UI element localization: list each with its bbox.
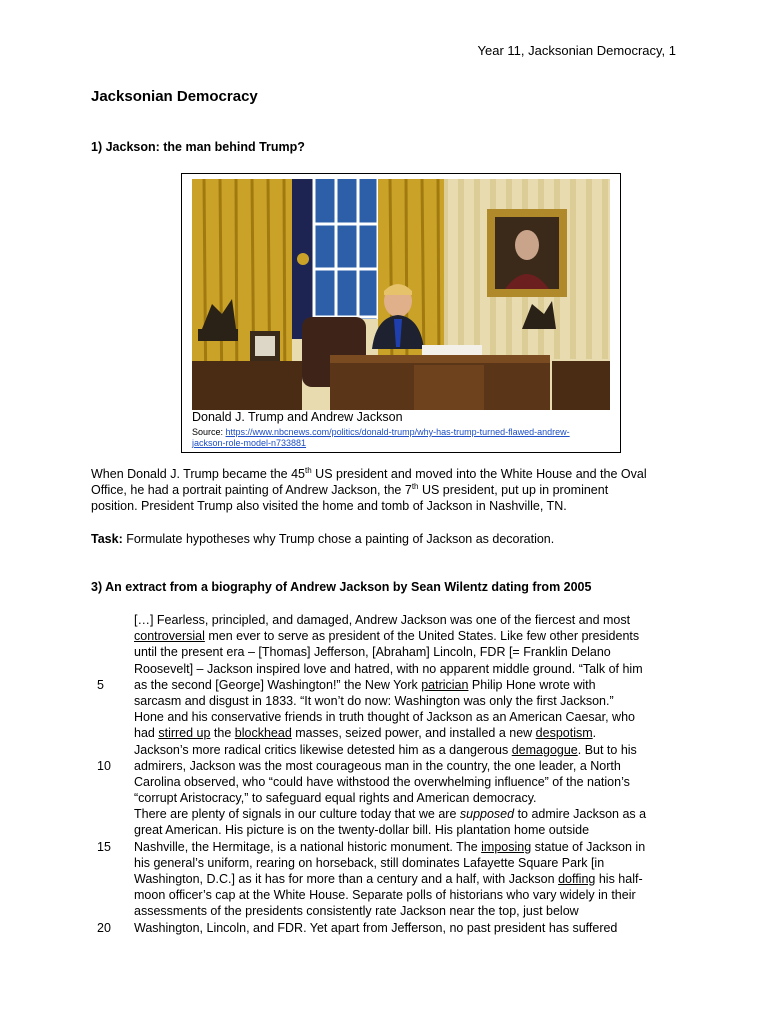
text-run: his general’s uniform, rearing on horseback, still dominates Lafayette Square Park [in [134, 855, 605, 870]
text-run: admirers, Jackson was the most courageous man in the country, the one leader, a North [134, 758, 621, 773]
underlined-term: doffing [558, 872, 596, 886]
oval-office-photo [192, 179, 610, 410]
extract-line [91, 822, 681, 838]
extract-line [91, 644, 681, 660]
extract-line [91, 742, 681, 758]
text-run: the [210, 726, 235, 741]
text-run: Roosevelt] – Jackson inspired love and hatred, with no apparent middle ground. “Talk of him [134, 661, 643, 676]
photo-caption: Donald J. Trump and Andrew Jackson [192, 410, 403, 424]
line-number: 10 [97, 758, 111, 773]
text-run: men ever to serve as president of the United States. Like few other presidents [204, 629, 640, 644]
source-link[interactable]: https://www.nbcnews.com/politics/donald-trump/why-has-trump-turned-flawed-andrew- [225, 427, 570, 437]
line-text [134, 661, 643, 677]
line-text [134, 903, 579, 919]
source-label: Source: [192, 427, 226, 437]
text-run: There are plenty of signals in our culture today that we are [134, 807, 460, 822]
photo-figure [181, 173, 621, 453]
intro-paragraph [91, 466, 691, 514]
text-run: “corrupt Aristocracy,” to safeguard equal rights and American democracy. [134, 791, 537, 806]
text-run: moon officer’s cap at the White House. Separate polls of historians who vary widely in their [134, 888, 636, 903]
extract-line [91, 903, 681, 919]
intro-text-5: position. President Trump also visited the home and tomb of Jackson in Nashville, TN. [91, 499, 567, 513]
underlined-term: despotism [535, 726, 593, 741]
running-head: Year 11, Jacksonian Democracy, 1 [477, 43, 676, 58]
intro-text-2: US president and moved into the White House and the Oval [311, 467, 647, 481]
text-run: sarcasm and disgust in 1833. “It won’t do now: Washington was only the first Jackson.” [134, 693, 614, 708]
photo-source [192, 427, 612, 449]
text-run: Nashville, the Hermitage, is a national historic monument. The [134, 839, 482, 854]
line-text [134, 628, 639, 644]
task-label: Task: [91, 532, 123, 546]
text-run: as the second [George] Washington!” the New York [134, 677, 422, 692]
underlined-term: imposing [481, 839, 532, 854]
extract-line [91, 661, 681, 677]
text-run: . [592, 726, 597, 741]
text-run: masses, seized power, and installed a new [291, 726, 536, 741]
line-text [134, 644, 611, 660]
source-link-continued[interactable]: jackson-role-model-n733881 [192, 438, 307, 448]
extract-line [91, 612, 681, 628]
biography-extract [91, 612, 681, 936]
text-run: assessments of the presidents consistently rate Jackson near the top, just below [134, 904, 579, 919]
intro-text-1: When Donald J. Trump became the 45 [91, 467, 306, 481]
underlined-term: patrician [421, 677, 469, 692]
line-text [134, 839, 645, 855]
line-text [134, 758, 621, 774]
extract-line [91, 871, 681, 887]
line-text [134, 693, 614, 709]
extract-line [91, 628, 681, 644]
ordinal-suffix: th [305, 465, 312, 475]
underlined-term: blockhead [234, 726, 292, 741]
line-text [134, 920, 617, 936]
line-text [134, 677, 596, 693]
text-run: had [134, 726, 159, 741]
extract-line [91, 806, 681, 822]
line-number: 20 [97, 920, 111, 935]
task-text: Formulate hypotheses why Trump chose a painting of Jackson as decoration. [122, 532, 555, 546]
line-number: 5 [97, 677, 104, 692]
document-title: Jacksonian Democracy [91, 88, 258, 105]
extract-line [91, 725, 681, 741]
extract-line [91, 790, 681, 806]
text-run: Carolina observed, who “could have withstood the overwhelming influence” of the nation’s [134, 774, 630, 789]
ordinal-suffix: th [411, 481, 419, 491]
extract-line [91, 774, 681, 790]
intro-text-3: Office, he had a portrait painting of Andrew Jackson, the 7 [91, 483, 412, 497]
line-text [134, 742, 637, 758]
section-3-heading: 3) An extract from a biography of Andrew Jackson by Sean Wilentz dating from 2005 [91, 580, 592, 594]
text-run: Washington, Lincoln, and FDR. Yet apart from Jefferson, no past president has suffered [134, 920, 618, 935]
extract-line [91, 758, 681, 774]
underlined-term: demagogue [511, 742, 578, 757]
line-text [134, 855, 604, 871]
text-run: Jackson’s more radical critics likewise detested him as a dangerous [134, 742, 512, 757]
text-run: Philip Hone wrote with [468, 677, 596, 692]
task-line [91, 531, 691, 547]
text-run: great American. His picture is on the twenty-dollar bill. His plantation home outside [134, 823, 590, 838]
line-text [134, 725, 596, 741]
line-text [134, 790, 537, 806]
text-run: […] Fearless, principled, and damaged, Andrew Jackson was one of the fiercest and most [134, 613, 631, 627]
line-text [134, 887, 636, 903]
text-run: . But to his [577, 742, 637, 757]
extract-line [91, 839, 681, 855]
text-run: Hone and his conservative friends in truth thought of Jackson as an American Caesar, who [134, 710, 635, 725]
extract-line [91, 677, 681, 693]
line-text [134, 774, 630, 790]
underlined-term: controversial [134, 629, 205, 644]
extract-line [91, 855, 681, 871]
text-run: his half- [595, 872, 643, 886]
line-number: 15 [97, 839, 111, 854]
line-text [134, 806, 646, 822]
text-run: statue of Jackson in [531, 839, 646, 854]
text-run: to admire Jackson as a [514, 807, 647, 822]
line-text [134, 612, 630, 628]
underlined-term: stirred up [158, 726, 211, 741]
extract-line [91, 887, 681, 903]
extract-line [91, 693, 681, 709]
text-run: until the present era – [Thomas] Jefferson, [Abraham] Lincoln, FDR [= Franklin Delano [134, 645, 611, 660]
intro-text-4: US president, put up in prominent [418, 483, 609, 497]
line-text [134, 871, 643, 887]
emphasized-word: supposed [459, 807, 515, 822]
line-text [134, 709, 635, 725]
text-run: Washington, D.C.] as it has for more than a century and a half, with Jackson [134, 872, 559, 886]
line-text [134, 822, 589, 838]
extract-line [91, 920, 681, 936]
section-1-heading: 1) Jackson: the man behind Trump? [91, 140, 305, 154]
extract-line [91, 709, 681, 725]
